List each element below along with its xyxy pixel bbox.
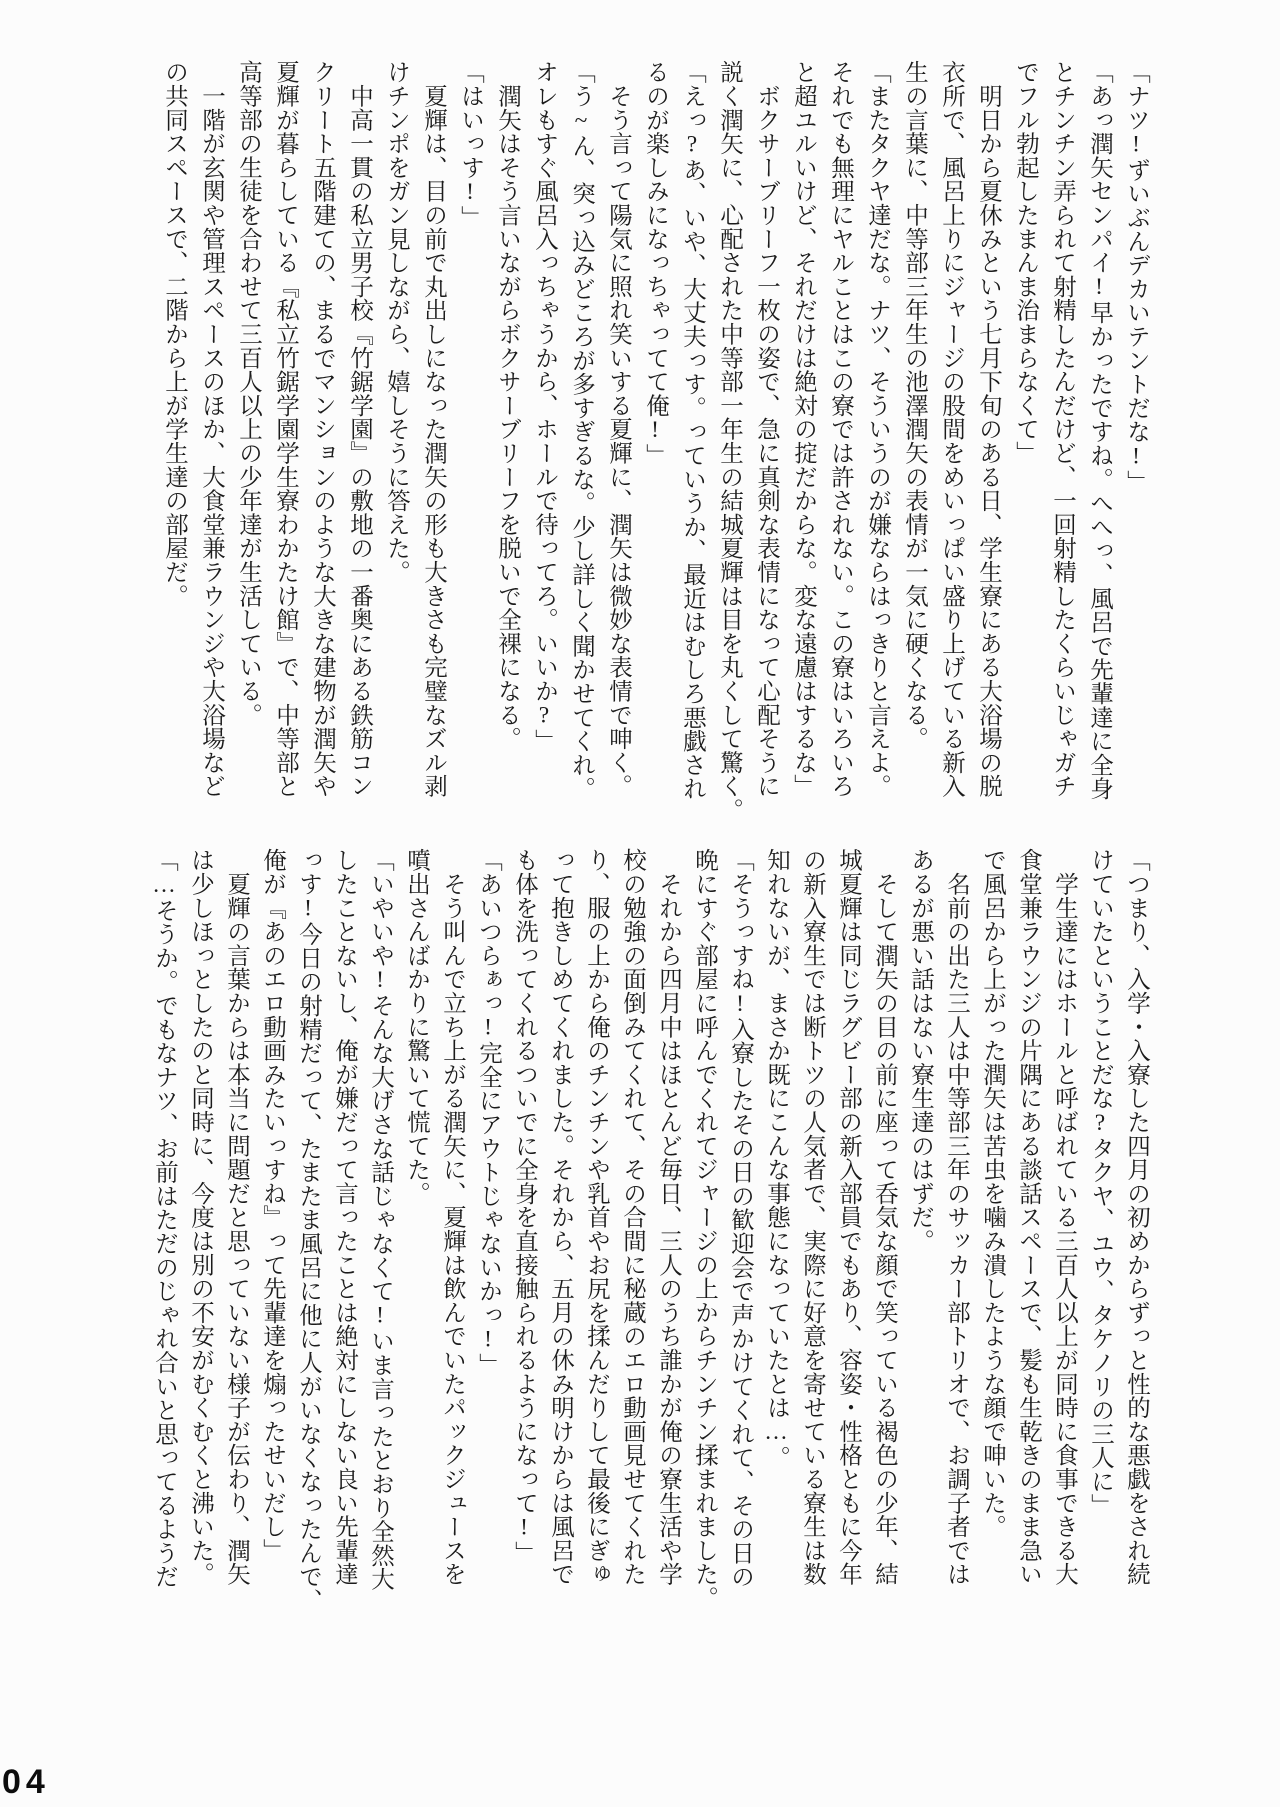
text-line: けていたということだな?タクヤ、ユウ、タケノリの三人に」 <box>1087 848 1113 1517</box>
text-line: あるが悪い話はない寮生達のはずだ。 <box>907 848 933 1253</box>
text-line: 「またタクヤ達だな。ナツ、そういうのが嫌ならはっきりと言えよ。 <box>864 60 890 798</box>
text-line: 学生達にはホールと呼ばれている三百人以上が同時に食事できる大 <box>1051 848 1077 1586</box>
text-line: 中高一貫の私立男子校『竹鋸学園』の敷地の一番奥にある鉄筋コン <box>346 60 372 798</box>
text-line: 噴出さんばかりに驚いて慌てた。 <box>403 848 429 1205</box>
text-line: そう叫んで立ち上がる潤矢に、夏輝は飲んでいたパックジュースを <box>439 848 465 1586</box>
text-line: 夏輝は、目の前で丸出しになった潤矢の形も大きさも完璧なズル剥 <box>420 60 446 798</box>
text-line: の新入寮生では断トツの人気者で、実際に好意を寄せている寮生は数 <box>799 848 825 1586</box>
text-line: クリート五階建ての、まるでマンションのような大きな建物が潤矢や <box>309 60 335 798</box>
text-line: 名前の出た三人は中等部三年のサッカー部トリオで、お調子者では <box>943 848 969 1586</box>
text-line: 「ナツ!ずいぶんデカいテントだな!」 <box>1123 60 1149 494</box>
text-line: 晩にすぐ部屋に呼んでくれてジャージの上からチンチン揉まれました。 <box>691 848 717 1610</box>
text-line: り、服の上から俺のチンチンや乳首やお尻を揉んだりして最後にぎゅ <box>583 848 609 1586</box>
text-line: それでも無理にヤルことはこの寮では許されない。この寮はいろいろ <box>827 60 853 798</box>
text-line: 一階が玄関や管理スペースのほか、大食堂兼ラウンジや大浴場など <box>198 60 224 798</box>
text-line: も体を洗ってくれるついでに全身を直接触られるようになって!」 <box>511 848 537 1565</box>
text-line: 「う~ん、突っ込みどころが多すぎるな。少し詳しく聞かせてくれ。 <box>568 60 594 801</box>
text-line: 生の言葉に、中等部三年生の池澤潤矢の表情が一気に硬くなる。 <box>901 60 927 751</box>
text-line: でフル勃起したまんま治まらなくて」 <box>1012 60 1038 465</box>
text-line: って抱きしめてくれました。それから、五月の休み明けからは風呂で <box>547 848 573 1586</box>
text-line: 「あいつらぁっ!完全にアウトじゃないかっ!」 <box>475 848 501 1377</box>
text-line: で風呂から上がった潤矢は苦虫を噛み潰したような顔で呻いた。 <box>979 848 1005 1539</box>
text-line: 俺が『あのエロ動画みたいっすね』って先輩達を煽ったせいだし」 <box>259 848 285 1562</box>
text-line: ボクサーブリーフ一枚の姿で、急に真剣な表情になって心配そうに <box>753 60 779 798</box>
text-line: 「いやいや!そんな大げさな話じゃなくて!いま言ったとおり全然大 <box>367 848 393 1591</box>
text-line: 説く潤矢に、心配された中等部一年生の結城夏輝は目を丸くして驚く。 <box>716 60 742 822</box>
text-line: 校の勉強の面倒みてくれて、その合間に秘蔵のエロ動画見せてくれた <box>619 848 645 1586</box>
page-number: 04 <box>2 1763 50 1801</box>
text-line: したことないし、俺が嫌だって言ったことは絶対にしない良い先輩達 <box>331 848 357 1586</box>
text-line: そう言って陽気に照れ笑いする夏輝に、潤矢は微妙な表情で呻く。 <box>605 60 631 798</box>
text-line: 「そうっすね!入寮したその日の歓迎会で声かけてくれて、その日の <box>727 848 753 1589</box>
text-line: 潤矢はそう言いながらボクサーブリーフを脱いで全裸になる。 <box>494 60 520 751</box>
text-line: 夏輝の言葉からは本当に問題だと思っていない様子が伝わり、潤矢 <box>223 848 249 1586</box>
text-line: とチンチン弄られて射精したんだけど、一回射精したくらいじゃガチ <box>1049 60 1075 798</box>
text-line: 「はいっす!」 <box>457 60 483 230</box>
text-line: 高等部の生徒を合わせて三百人以上の少年達が生活している。 <box>235 60 261 727</box>
text-line: は少しほっとしたのと同時に、今度は別の不安がむくむくと沸いた。 <box>187 848 213 1586</box>
text-line: 「…そうか。でもなナツ、お前はただのじゃれ合いと思ってるようだ <box>151 848 177 1589</box>
text-line: っす!今日の射精だって、たまたま風呂に他に人がいなくなったんで、 <box>295 848 321 1613</box>
text-line: 「えっ?あ、いや、大丈夫っす。っていうか、最近はむしろ悪戯され <box>679 60 705 801</box>
text-line: 明日から夏休みという七月下旬のある日、学生寮にある大浴場の脱 <box>975 60 1001 798</box>
text-line: 食堂兼ラウンジの片隅にある談話スペースで、髪も生乾きのまま急い <box>1015 848 1041 1586</box>
text-block-bottom <box>146 848 1154 1633</box>
text-line: 夏輝が暮らしている『私立竹鋸学園学生寮わかたけ館』で、中等部と <box>272 60 298 798</box>
text-line: それから四月中はほとんど毎日、三人のうち誰かが俺の寮生活や学 <box>655 848 681 1586</box>
text-line: 「つまり、入学・入寮した四月の初めからずっと性的な悪戯をされ続 <box>1123 848 1149 1586</box>
text-line: 衣所で、風呂上りにジャージの股間をめいっぱい盛り上げている新入 <box>938 60 964 798</box>
text-line: 知れないが、まさか既にこんな事態になっていたとは…。 <box>763 848 789 1470</box>
text-line: 城夏輝は同じラグビー部の新入部員でもあり、容姿・性格ともに今年 <box>835 848 861 1586</box>
text-line: オレもすぐ風呂入っちゃうから、ホールで待ってろ。いいか?」 <box>531 60 557 753</box>
text-line: るのが楽しみになっちゃってて俺!」 <box>642 60 668 468</box>
text-line: の共同スペースで、二階から上が学生達の部屋だ。 <box>161 60 187 608</box>
text-line: と超ユルいけど、それだけは絶対の掟だからな。変な遠慮はするな」 <box>790 60 816 798</box>
text-line: そして潤矢の目の前に座って呑気な顔で笑っている褐色の少年、結 <box>871 848 897 1586</box>
text-block-top <box>155 60 1154 820</box>
text-line: 「あっ潤矢センパイ!早かったですね。へへっ、風呂で先輩達に全身 <box>1086 60 1112 801</box>
text-line: けチンポをガン見しながら、嬉しそうに答えた。 <box>383 60 409 584</box>
